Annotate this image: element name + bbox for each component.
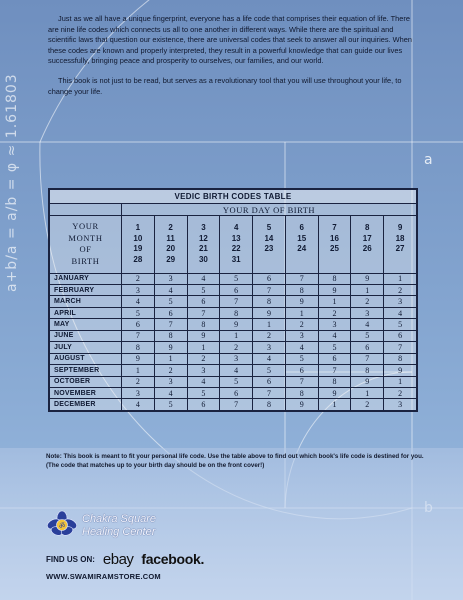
life-code-cell: 1 [122, 365, 155, 376]
facebook-link[interactable]: facebook. [141, 551, 205, 567]
life-code-cell: 5 [318, 342, 351, 353]
day-number: 13 [231, 233, 241, 243]
life-code-cell: 8 [187, 319, 220, 330]
life-code-cell: 6 [318, 353, 351, 364]
codes-table [49, 189, 417, 411]
month-header-line: MONTH [68, 232, 103, 243]
life-code-cell: 3 [154, 273, 187, 284]
life-code-cell: 2 [122, 376, 155, 387]
life-code-cell: 4 [285, 342, 318, 353]
life-code-cell: 7 [285, 376, 318, 387]
month-label: MARCH [50, 296, 122, 307]
life-code-cell: 3 [220, 353, 253, 364]
day-number: 1 [135, 223, 141, 233]
table-corner [50, 204, 122, 216]
table-row [50, 330, 417, 341]
day-number: 23 [264, 244, 274, 254]
table-row [50, 376, 417, 387]
day-column-header [187, 216, 220, 274]
life-code-cell: 7 [154, 319, 187, 330]
table-title: VEDIC BIRTH CODES TABLE [50, 190, 417, 204]
month-label: NOVEMBER [50, 387, 122, 398]
day-number: 21 [198, 244, 208, 254]
life-code-cell: 9 [318, 285, 351, 296]
month-header-line: BIRTH [71, 255, 100, 266]
life-code-cell: 1 [384, 376, 417, 387]
day-number [286, 255, 318, 266]
life-code-cell: 3 [122, 387, 155, 398]
day-number: 3 [201, 223, 206, 233]
day-number: 17 [362, 233, 372, 243]
month-label: SEPTEMBER [50, 365, 122, 376]
day-number [253, 255, 285, 266]
find-us-label: FIND US ON: [46, 554, 95, 564]
life-code-cell: 7 [253, 285, 286, 296]
day-number: 30 [198, 254, 208, 264]
day-number: 26 [362, 244, 372, 254]
life-code-cell: 8 [253, 296, 286, 307]
life-code-cell: 8 [154, 330, 187, 341]
day-number: 8 [365, 223, 370, 233]
life-code-cell: 1 [220, 330, 253, 341]
day-number: 24 [297, 244, 307, 254]
life-code-cell: 6 [187, 399, 220, 411]
life-code-cell: 5 [220, 376, 253, 387]
day-number: 20 [166, 244, 176, 254]
life-code-cell: 5 [220, 273, 253, 284]
table-row [50, 285, 417, 296]
day-number [351, 255, 383, 266]
day-number: 22 [231, 244, 241, 254]
life-code-cell: 8 [253, 399, 286, 411]
day-number: 25 [330, 244, 339, 254]
website-link[interactable]: WWW.SWAMIRAMSTORE.COM [46, 572, 161, 581]
ebay-link[interactable]: ebay [102, 550, 134, 568]
find-us-row [46, 550, 204, 568]
day-number: 27 [395, 244, 405, 254]
intro-paragraph-1: Just as we all have a unique fingerprint, everyone has a life code that comprises their equation of life. There are nine life codes which connects us all to one another in different ways. While there are the spiritual and scientific laws that question our existence, there are universal codes that seek to answer all our inquiries. When these codes are known and properly interpreted, they result in a powerful knowledge that can guide our lives successfully, bringing peace and prosperity to ourselves, our families, and our world. [48, 14, 412, 66]
day-header-row [50, 216, 417, 274]
life-code-cell: 4 [122, 399, 155, 411]
month-label: FEBRUARY [50, 285, 122, 296]
table-row [50, 273, 417, 284]
svg-text:ॐ: ॐ [58, 522, 66, 530]
day-column-header [154, 216, 187, 274]
life-code-cell: 3 [285, 330, 318, 341]
month-label: JUNE [50, 330, 122, 341]
life-code-cell: 4 [318, 330, 351, 341]
life-code-cell: 1 [285, 307, 318, 318]
life-code-cell: 9 [351, 376, 384, 387]
day-number: 6 [299, 223, 304, 233]
day-column-header [384, 216, 417, 274]
life-code-cell: 7 [220, 399, 253, 411]
life-code-cell: 6 [154, 307, 187, 318]
life-code-cell: 8 [220, 307, 253, 318]
day-number: 18 [395, 233, 405, 243]
life-code-cell: 3 [384, 296, 417, 307]
life-code-cell: 5 [154, 296, 187, 307]
chakra-square-logo [46, 508, 186, 544]
day-number: 7 [332, 223, 337, 233]
day-column-header [253, 216, 286, 274]
day-number: 2 [168, 223, 173, 233]
life-code-cell: 4 [187, 376, 220, 387]
life-code-cell: 3 [253, 342, 286, 353]
life-code-cell: 5 [351, 330, 384, 341]
golden-ratio-formula: a+b/a = a/b = φ ≈ 1.61803 [4, 73, 20, 292]
life-code-cell: 2 [187, 353, 220, 364]
month-label: AUGUST [50, 353, 122, 364]
day-number [384, 255, 416, 266]
day-number: 9 [397, 223, 403, 233]
note-text: Note: This book is meant to fit your personal life code. Use the table above to find out which book's life code is destined for you. (The code that matches up to your birth day should be on the front cover!) [46, 453, 424, 469]
life-code-cell: 9 [285, 296, 318, 307]
day-number: 14 [264, 233, 274, 243]
intro-text [48, 14, 420, 106]
vedic-birth-codes-table [48, 188, 418, 412]
life-code-cell: 7 [384, 342, 417, 353]
day-number: 29 [166, 254, 176, 264]
day-number: 10 [133, 233, 143, 243]
life-code-cell: 9 [220, 319, 253, 330]
table-row [50, 342, 417, 353]
logo-line-2: Healing Center [82, 526, 156, 538]
life-code-cell: 8 [285, 285, 318, 296]
month-header-line: OF [79, 244, 92, 255]
life-code-cell: 9 [318, 387, 351, 398]
life-code-cell: 6 [253, 376, 286, 387]
day-number [319, 255, 351, 266]
day-number: 15 [297, 233, 307, 243]
life-code-cell: 4 [122, 296, 155, 307]
life-code-cell: 6 [220, 285, 253, 296]
life-code-cell: 5 [187, 387, 220, 398]
life-code-cell: 5 [253, 365, 286, 376]
life-code-cell: 9 [384, 365, 417, 376]
life-code-cell: 1 [318, 399, 351, 411]
table-row [50, 307, 417, 318]
life-code-cell: 2 [253, 330, 286, 341]
life-code-cell: 6 [351, 342, 384, 353]
month-label: DECEMBER [50, 399, 122, 411]
day-of-birth-header: YOUR DAY OF BIRTH [122, 204, 417, 216]
table-row [50, 296, 417, 307]
life-code-cell: 1 [384, 273, 417, 284]
life-code-cell: 4 [154, 285, 187, 296]
day-number: 31 [231, 254, 241, 264]
life-code-cell: 7 [253, 387, 286, 398]
life-code-cell: 6 [187, 296, 220, 307]
life-code-cell: 6 [384, 330, 417, 341]
table-row [50, 353, 417, 364]
life-code-cell: 3 [122, 285, 155, 296]
intro-paragraph-2: This book is not just to be read, but serves as a revolutionary tool that you will use throughout your life, to change your life. [48, 75, 402, 96]
month-label: JANUARY [50, 273, 122, 284]
life-code-cell: 2 [318, 307, 351, 318]
life-code-cell: 5 [187, 285, 220, 296]
day-column-header [285, 216, 318, 274]
life-code-cell: 3 [154, 376, 187, 387]
life-code-cell: 9 [187, 330, 220, 341]
life-code-cell: 7 [285, 273, 318, 284]
life-code-cell: 6 [122, 319, 155, 330]
day-column-header [220, 216, 253, 274]
life-code-cell: 5 [154, 399, 187, 411]
life-code-cell: 4 [220, 365, 253, 376]
table-row [50, 365, 417, 376]
life-code-cell: 8 [384, 353, 417, 364]
life-code-cell: 5 [122, 307, 155, 318]
month-header-line: YOUR [72, 221, 99, 232]
day-column-header [122, 216, 155, 274]
life-code-cell: 6 [253, 273, 286, 284]
life-code-cell: 3 [351, 307, 384, 318]
day-number: 4 [233, 223, 239, 233]
life-code-cell: 2 [384, 387, 417, 398]
month-label: OCTOBER [50, 376, 122, 387]
life-code-cell: 2 [384, 285, 417, 296]
day-number: 16 [330, 233, 339, 243]
table-row [50, 319, 417, 330]
life-code-cell: 6 [285, 365, 318, 376]
life-code-cell: 3 [318, 319, 351, 330]
life-code-cell: 1 [318, 296, 351, 307]
life-code-cell: 8 [318, 273, 351, 284]
life-code-cell: 1 [253, 319, 286, 330]
life-code-cell: 7 [351, 353, 384, 364]
life-code-cell: 7 [122, 330, 155, 341]
spiral-label-a: a [424, 152, 433, 168]
life-code-cell: 4 [187, 273, 220, 284]
life-code-cell: 1 [351, 387, 384, 398]
life-code-cell: 2 [351, 399, 384, 411]
day-column-header [351, 216, 384, 274]
life-code-cell: 9 [351, 273, 384, 284]
day-number: 19 [133, 244, 143, 254]
month-label: MAY [50, 319, 122, 330]
life-code-cell: 4 [253, 353, 286, 364]
life-code-cell: 1 [351, 285, 384, 296]
life-code-cell: 9 [253, 307, 286, 318]
life-code-cell: 8 [318, 376, 351, 387]
life-code-cell: 5 [384, 319, 417, 330]
life-code-cell: 8 [351, 365, 384, 376]
life-code-cell: 8 [285, 387, 318, 398]
life-code-cell: 9 [122, 353, 155, 364]
life-code-cell: 4 [351, 319, 384, 330]
om-chakra-icon [46, 510, 78, 540]
life-code-cell: 5 [285, 353, 318, 364]
month-label: JULY [50, 342, 122, 353]
life-code-cell: 3 [384, 399, 417, 411]
life-code-cell: 7 [318, 365, 351, 376]
month-label: APRIL [50, 307, 122, 318]
life-code-cell: 1 [154, 353, 187, 364]
day-number: 5 [266, 223, 272, 233]
life-code-cell: 2 [154, 365, 187, 376]
life-code-cell: 9 [285, 399, 318, 411]
table-row [50, 399, 417, 411]
life-code-cell: 3 [187, 365, 220, 376]
life-code-cell: 2 [122, 273, 155, 284]
day-number: 11 [166, 233, 175, 243]
logo-line-1: Chakra Square [82, 513, 156, 525]
life-code-cell: 4 [384, 307, 417, 318]
life-code-cell: 2 [285, 319, 318, 330]
life-code-cell: 7 [187, 307, 220, 318]
life-code-cell: 1 [187, 342, 220, 353]
day-column-header [318, 216, 351, 274]
life-code-cell: 2 [220, 342, 253, 353]
life-code-cell: 4 [154, 387, 187, 398]
day-number: 12 [198, 233, 208, 243]
life-code-cell: 9 [154, 342, 187, 353]
life-code-cell: 6 [220, 387, 253, 398]
table-row [50, 387, 417, 398]
day-number: 28 [133, 254, 143, 264]
month-of-birth-header [50, 216, 122, 274]
life-code-cell: 8 [122, 342, 155, 353]
life-code-cell: 2 [351, 296, 384, 307]
life-code-cell: 7 [220, 296, 253, 307]
